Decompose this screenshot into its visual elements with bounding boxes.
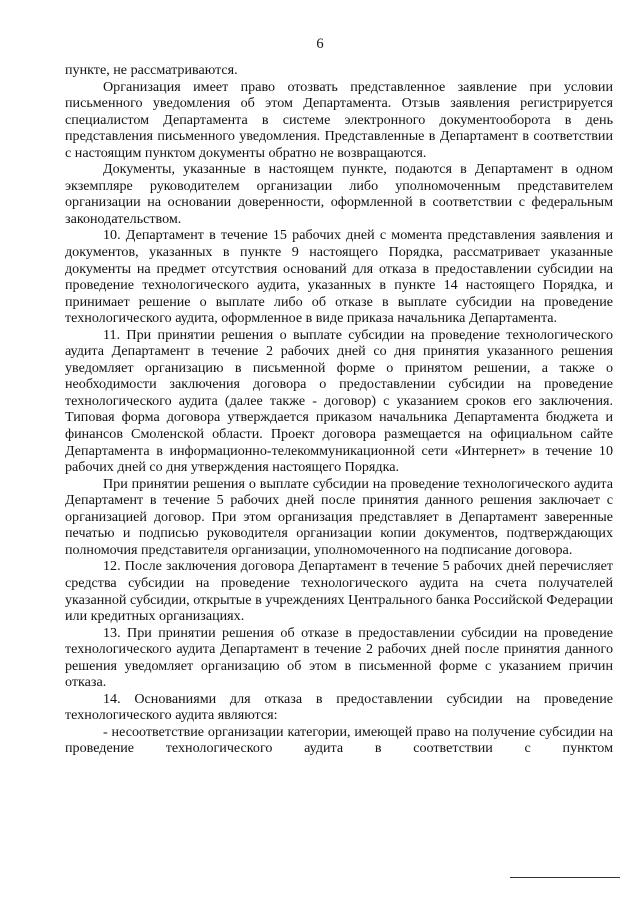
paragraph-withdrawal-right: Организация имеет право отозвать представленное заявление при условии письменного уведомления об этом Департамента. Отзыв заявления регистрируется специалистом Департамента в системе электронного документооборота в день представления письменного уведомления. Представленные в Департамент в соответствии с настоящим пунктом документы обратно не возвращаются.: [65, 78, 613, 161]
paragraph-contract-conclusion: При принятии решения о выплате субсидии на проведение технологического аудита Департамент в течение 5 рабочих дней после принятия данного решения заключает с организацией договор. При этом организация представляет в Департамент заверенные печатью и подписью руководителя организации копии документов, подтверждающих полномочия представителя организации, уполномоченного на подписание договора.: [65, 475, 613, 558]
paragraph-clause-13: 13. При принятии решения об отказе в предоставлении субсидии на проведение технологического аудита Департамент в течение 2 рабочих дней после принятия данного решения уведомляет организацию об этом в письменной форме с указанием причин отказа.: [65, 624, 613, 691]
footer-rule: [510, 877, 620, 878]
paragraph-clause-14: 14. Основаниями для отказа в предоставлении субсидии на проведение технологического аудита являются:: [65, 690, 613, 724]
document-body: [65, 62, 613, 757]
paragraph-document-submission: Документы, указанные в настоящем пункте, подаются в Департамент в одном экземпляре руководителем организации либо уполномоченным представителем организации на основании доверенности, оформленной в соответствии с федеральным законодательством.: [65, 161, 613, 227]
paragraph-clause-11: 11. При принятии решения о выплате субсидии на проведение технологического аудита Департамент в течение 2 рабочих дней со дня принятия указанного решения уведомляет организацию в письменной форме о принятом решении, а также о необходимости заключения договора о предоставлении субсидии на проведение технологического аудита (далее также - договор) с указанием сроков его заключения. Типовая форма договора утверждается приказом начальника Департамента бюджета и финансов Смоленской области. Проект договора размещается на официальном сайте Департамента в информационно-телекоммуникационной сети «Интернет» в течение 10 рабочих дней со дня утверждения настоящего Порядка.: [65, 326, 613, 476]
paragraph-clause-10: 10. Департамент в течение 15 рабочих дней с момента представления заявления и документов, указанных в пункте 9 настоящего Порядка, рассматривает указанные документы на предмет отсутствия оснований для отказа в предоставлении субсидии на проведение технологического аудита, указанных в пункте 14 настоящего Порядка, и принимает решение о выплате либо об отказе в выплате субсидии на проведение технологического аудита, оформленное в виде приказа начальника Департамента.: [65, 227, 613, 327]
page-number: 6: [316, 36, 324, 52]
paragraph-clause-12: 12. После заключения договора Департамент в течение 5 рабочих дней перечисляет средства субсидии на проведение технологического аудита на счета получателей указанной субсидии, открытые в учреждениях Центрального банка Российской Федерации или кредитных организациях.: [65, 558, 613, 625]
paragraph-continuation: пункте, не рассматриваются.: [65, 62, 238, 78]
paragraph-refusal-ground-1: - несоответствие организации категории, имеющей право на получение субсидии на проведение технологического аудита в соответствии с пунктом: [65, 723, 613, 757]
